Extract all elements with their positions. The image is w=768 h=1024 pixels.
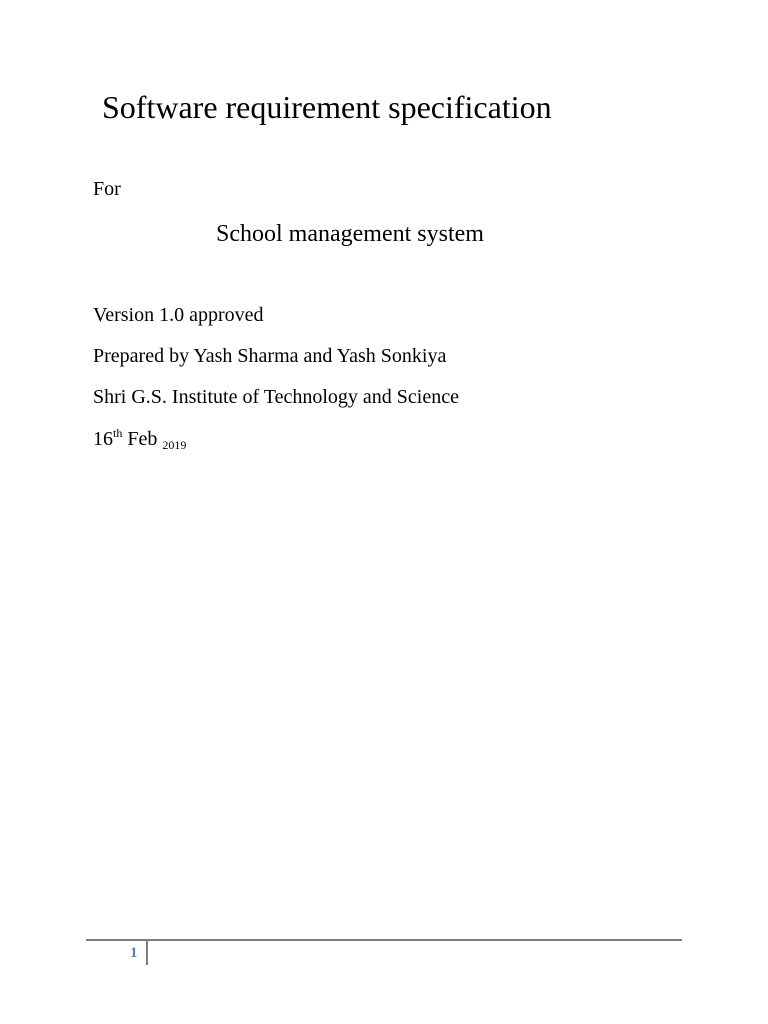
date-month: Feb [127, 428, 158, 450]
page-number: 1 [130, 945, 138, 961]
version-line: Version 1.0 approved [93, 304, 264, 326]
prepared-by-line: Prepared by Yash Sharma and Yash Sonkiya [93, 345, 447, 367]
institute-line: Shri G.S. Institute of Technology and Science [93, 386, 459, 408]
page-number-divider [146, 941, 148, 965]
document-title: Software requirement specification [102, 89, 552, 125]
project-name: School management system [216, 221, 484, 247]
date-line [93, 426, 186, 452]
footer-rule [86, 939, 682, 941]
date-day-suffix: th [113, 426, 123, 440]
date-year: 2019 [162, 438, 187, 452]
date-day: 16 [93, 428, 113, 450]
for-label: For [93, 178, 121, 200]
